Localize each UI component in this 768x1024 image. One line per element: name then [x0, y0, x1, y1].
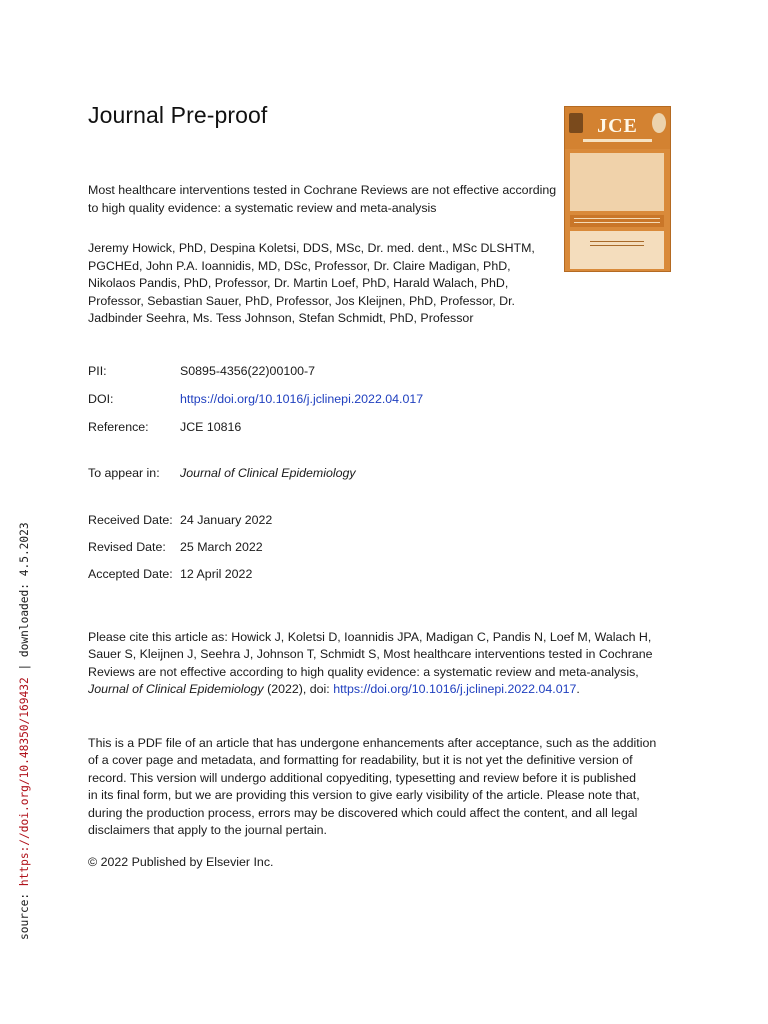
disclaimer-line: This is a PDF file of an article that has undergone enhancements after acceptance, such as the addition	[88, 736, 657, 750]
citation-end: .	[576, 682, 580, 697]
received-row	[88, 513, 272, 527]
disclaimer-line: during the production process, errors may be discovered which could affect the content, and all legal	[88, 805, 638, 820]
accepted-row	[88, 567, 252, 581]
cover-panel	[570, 153, 664, 211]
copyright-notice: © 2022 Published by Elsevier Inc.	[88, 855, 274, 869]
cover-bottom	[570, 231, 664, 269]
author-line: Professor, Sebastian Sauer, PhD, Professor, Jos Kleijnen, PhD, Professor, Dr.	[88, 293, 515, 308]
disclaimer-paragraph	[88, 735, 668, 839]
disclaimer-line: disclaimers that apply to the journal pertain.	[88, 823, 327, 838]
author-line: Jadbinder Seehra, Ms. Tess Johnson, Stefan Schmidt, PhD, Professor	[88, 311, 474, 325]
author-line: Jeremy Howick, PhD, Despina Koletsi, DDS, MSc, Dr. med. dent., MSc DLSHTM,	[88, 241, 535, 255]
cover-journal-abbrev: JCE	[597, 115, 638, 137]
doi-link[interactable]: https://doi.org/10.1016/j.jclinepi.2022.04.017	[180, 392, 424, 406]
accepted-label: Accepted Date:	[88, 567, 173, 581]
reference-value: JCE 10816	[180, 420, 242, 434]
accepted-value: 12 April 2022	[180, 567, 253, 581]
cover-band	[570, 215, 664, 227]
citation-line: Please cite this article as: Howick J, Koletsi D, Ioannidis JPA, Madigan C, Pandis N, Loef M, Walach H,	[88, 630, 652, 644]
citation-line	[88, 681, 668, 698]
author-line: PGCHEd, John P.A. Ioannidis, MD, DSc, Professor, Dr. Claire Madigan, PhD,	[88, 258, 511, 273]
stamp-source-link[interactable]: https://doi.org/10.48350/169432	[18, 677, 31, 887]
received-label: Received Date:	[88, 513, 173, 527]
revised-row	[88, 540, 263, 554]
disclaimer-line: in its final form, but we are providing this version to give early visibility of the article. Please note that,	[88, 788, 640, 803]
pii-value: S0895-4356(22)00100-7	[180, 364, 316, 378]
article-title-line: to high quality evidence: a systematic review and meta-analysis	[88, 200, 437, 215]
revised-value: 25 March 2022	[180, 540, 263, 554]
citation-journal: Journal of Clinical Epidemiology	[88, 682, 264, 697]
appear-journal: Journal of Clinical Epidemiology	[180, 466, 356, 480]
citation-line: Sauer S, Kleijnen J, Seehra J, Johnson T, Schmidt S, Most healthcare interventions tested in Cochrane	[88, 647, 653, 662]
citation-paragraph	[88, 629, 668, 699]
reference-row	[88, 420, 241, 434]
citation-doi-link[interactable]: https://doi.org/10.1016/j.jclinepi.2022.04.017	[333, 682, 577, 697]
author-line: Nikolaos Pandis, PhD, Professor, Dr. Martin Loef, PhD, Harald Walach, PhD,	[88, 276, 509, 290]
stamp-suffix: | downloaded: 4.5.2023	[18, 522, 31, 678]
cover-subtitle-bar	[583, 139, 652, 142]
citation-year: (2022), doi:	[263, 682, 334, 697]
doi-row	[88, 392, 423, 406]
pii-row	[88, 364, 315, 378]
doi-label: DOI:	[88, 392, 114, 406]
citation-line: Reviews are not effective according to high quality evidence: a systematic review and meta-analysis,	[88, 664, 639, 679]
stamp-prefix: source:	[18, 886, 31, 940]
disclaimer-line: record. This version will undergo additional copyediting, typesetting and review before it is published	[88, 770, 637, 785]
page-title: Journal Pre-proof	[88, 102, 268, 128]
appear-row	[88, 466, 356, 480]
source-stamp	[18, 522, 31, 940]
article-title	[88, 182, 568, 217]
pii-label: PII:	[88, 364, 107, 378]
article-title-line: Most healthcare interventions tested in Cochrane Reviews are not effective according	[88, 183, 557, 197]
disclaimer-line: of a cover page and metadata, and formatting for readability, but it is not yet the definitive version of	[88, 753, 633, 768]
journal-cover-image	[564, 106, 671, 272]
appear-label: To appear in:	[88, 466, 160, 480]
received-value: 24 January 2022	[180, 513, 273, 527]
revised-label: Revised Date:	[88, 540, 166, 554]
author-list	[88, 240, 558, 328]
reference-label: Reference:	[88, 420, 149, 434]
